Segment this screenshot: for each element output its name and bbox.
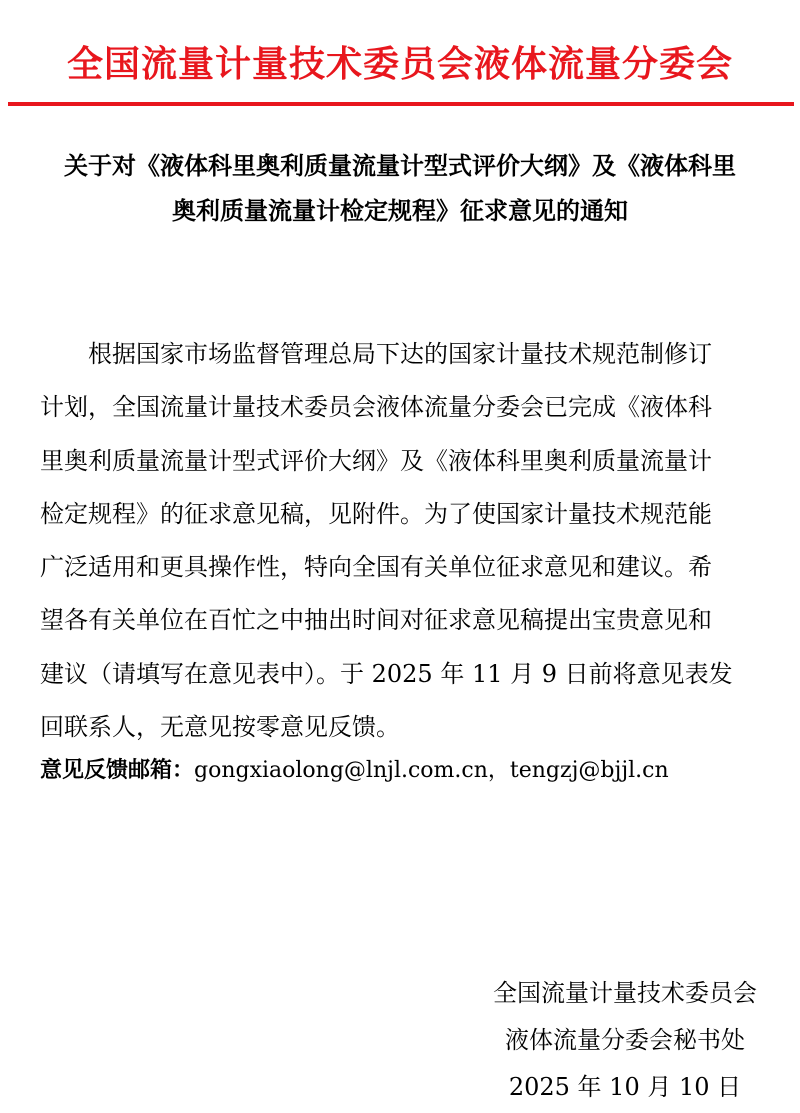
header-divider [8,102,794,106]
signoff-block [460,970,790,1111]
notice-body [40,328,760,754]
feedback-email-addresses[interactable]: gongxiaolong@lnjl.com.cn，tengzj@bjjl.cn [194,758,669,783]
body-line: 建议（请填写在意见表中）。于 2025 年 11 月 9 日前将意见表发 [40,659,733,688]
signoff-org-line-2: 液体流量分委会秘书处 [505,1026,745,1054]
feedback-email-label: 意见反馈邮箱： [40,758,195,783]
signoff-org-line-1: 全国流量计量技术委员会 [493,979,757,1007]
body-line: 里奥利质量流量计型式评价大纲》及《液体科里奥利质量流量计 [40,446,712,475]
body-line: 根据国家市场监督管理总局下达的国家计量技术规范制修订 [88,340,712,368]
org-header-title: 全国流量计量技术委员会液体流量分委会 [66,44,733,85]
notice-title-line-2: 奥利质量流量计检定规程》征求意见的通知 [172,197,628,225]
signoff-date: 2025 年 10 月 10 日 [508,1073,742,1101]
notice-title-line-1: 关于对《液体科里奥利质量流量计型式评价大纲》及《液体科里 [64,152,736,180]
body-line: 计划，全国流量计量技术委员会液体流量分委会已完成《液体科 [40,393,712,422]
feedback-email-line [40,753,770,784]
body-line: 检定规程》的征求意见稿，见附件。为了使国家计量技术规范能 [40,499,712,528]
body-line: 望各有关单位在百忙之中抽出时间对征求意见稿提出宝贵意见和 [40,606,712,635]
body-line: 回联系人，无意见按零意见反馈。 [40,713,400,742]
body-line: 广泛适用和更具操作性，特向全国有关单位征求意见和建议。希 [40,553,712,582]
notice-title [30,144,770,234]
